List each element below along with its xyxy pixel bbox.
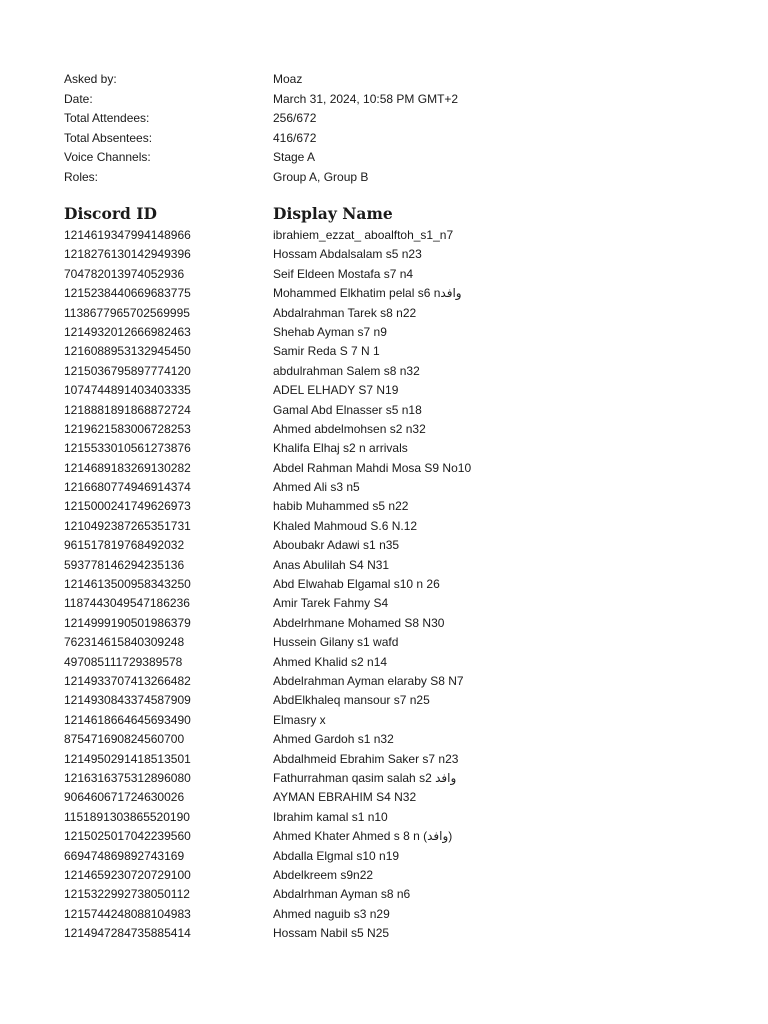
discord-id-cell: 1214689183269130282 bbox=[64, 460, 191, 475]
total-attendees-label: Total Attendees: bbox=[64, 111, 150, 125]
table-row bbox=[64, 614, 704, 633]
display-name-cell: Abdelrhmane Mohamed S8 N30 bbox=[273, 615, 445, 630]
table-row bbox=[64, 730, 704, 749]
discord-id-cell: 1214947284735885414 bbox=[64, 926, 191, 941]
table-row bbox=[64, 769, 704, 788]
display-name-cell: Abdalhmeid Ebrahim Saker s7 n23 bbox=[273, 751, 459, 766]
display-name-cell: Fathurrahman qasim salah s2 وافد bbox=[273, 770, 457, 785]
date-row bbox=[64, 90, 704, 110]
table-row bbox=[64, 459, 704, 478]
display-name-cell: Mohammed Elkhatim pelal s6 nوافد bbox=[273, 286, 462, 301]
display-name-cell: Abdelrahman Ayman elaraby S8 N7 bbox=[273, 673, 464, 688]
table-row bbox=[64, 381, 704, 400]
date-label: Date: bbox=[64, 91, 93, 106]
discord-id-cell: 1216316375312896080 bbox=[64, 770, 191, 785]
asked-by-label: Asked by: bbox=[64, 72, 117, 86]
discord-id-cell: 1218276130142949396 bbox=[64, 247, 191, 262]
voice-channels-row bbox=[64, 148, 704, 168]
display-name-cell: Seif Eldeen Mostafa s7 n4 bbox=[273, 266, 414, 281]
display-name-cell: Elmasry x bbox=[273, 712, 326, 727]
display-name-cell: Abdalla Elgmal s10 n19 bbox=[273, 848, 400, 863]
display-name-cell: Anas Abulilah S4 N31 bbox=[273, 557, 390, 572]
report-metadata bbox=[64, 70, 704, 187]
discord-id-cell: 1214659230720729100 bbox=[64, 867, 191, 882]
display-name-cell: Abd Elwahab Elgamal s10 n 26 bbox=[273, 577, 440, 592]
discord-id-cell: 704782013974052936 bbox=[64, 266, 185, 281]
asked-by-row bbox=[64, 70, 704, 90]
table-row bbox=[64, 497, 704, 516]
table-row bbox=[64, 342, 704, 361]
discord-id-cell: 1215000241749626973 bbox=[64, 499, 191, 514]
display-name-cell: Ahmed Khater Ahmed s 8 n (وافد) bbox=[273, 829, 453, 844]
total-absentees-row bbox=[64, 129, 704, 149]
table-row bbox=[64, 401, 704, 420]
table-row bbox=[64, 265, 704, 284]
voice-channels-value: Stage A bbox=[273, 150, 316, 164]
table-row bbox=[64, 691, 704, 710]
discord-id-cell: 1214613500958343250 bbox=[64, 577, 191, 592]
discord-id-cell: 961517819768492032 bbox=[64, 538, 185, 553]
display-name-cell: Samir Reda S 7 N 1 bbox=[273, 344, 380, 359]
discord-id-cell: 1218881891868872724 bbox=[64, 402, 191, 417]
display-name-cell: Gamal Abd Elnasser s5 n18 bbox=[273, 402, 422, 417]
total-attendees-value: 256/672 bbox=[273, 111, 317, 125]
discord-id-cell: 1216680774946914374 bbox=[64, 480, 191, 495]
display-name-cell: Ahmed naguib s3 n29 bbox=[273, 906, 390, 921]
discord-id-cell: 1215238440669683775 bbox=[64, 286, 191, 301]
discord-id-cell: 1216088953132945450 bbox=[64, 344, 191, 359]
display-name-cell: Abdalrhman Ayman s8 n6 bbox=[273, 887, 411, 902]
table-row bbox=[64, 924, 704, 943]
display-name-cell: Aboubakr Adawi s1 n35 bbox=[273, 538, 400, 553]
display-name-cell: Shehab Ayman s7 n9 bbox=[273, 324, 387, 339]
table-row bbox=[64, 885, 704, 904]
discord-id-header: Discord ID bbox=[64, 204, 157, 223]
discord-id-cell: 1074744891403403335 bbox=[64, 383, 191, 398]
discord-id-cell: 1151891303865520190 bbox=[64, 809, 190, 824]
table-row bbox=[64, 517, 704, 536]
table-row bbox=[64, 439, 704, 458]
display-name-cell: Khaled Mahmoud S.6 N.12 bbox=[273, 518, 418, 533]
discord-id-cell: 1219621583006728253 bbox=[64, 421, 191, 436]
display-name-cell: Abdalrahman Tarek s8 n22 bbox=[273, 305, 417, 320]
discord-id-cell: 1215744248088104983 bbox=[64, 906, 191, 921]
display-name-cell: AbdElkhaleq mansour s7 n25 bbox=[273, 693, 430, 708]
discord-id-cell: 1215036795897774120 bbox=[64, 363, 191, 378]
table-row bbox=[64, 226, 704, 245]
table-header bbox=[64, 202, 704, 226]
table-row bbox=[64, 750, 704, 769]
discord-id-cell: 1214930843374587909 bbox=[64, 693, 191, 708]
display-name-cell: abdulrahman Salem s8 n32 bbox=[273, 363, 420, 378]
discord-id-cell: 1214950291418513501 bbox=[64, 751, 191, 766]
roles-label: Roles: bbox=[64, 169, 99, 184]
roles-row bbox=[64, 168, 704, 188]
display-name-cell: habib Muhammed s5 n22 bbox=[273, 499, 409, 514]
discord-id-cell: 1215322992738050112 bbox=[64, 887, 190, 902]
table-body bbox=[64, 226, 704, 943]
display-name-cell: Hossam Abdalsalam s5 n23 bbox=[273, 247, 422, 262]
discord-id-cell: 1214932012666982463 bbox=[64, 324, 191, 339]
total-attendees-row bbox=[64, 109, 704, 129]
roles-value: Group A, Group B bbox=[273, 169, 369, 184]
table-row bbox=[64, 847, 704, 866]
voice-channels-label: Voice Channels: bbox=[64, 150, 151, 164]
table-row bbox=[64, 905, 704, 924]
table-row bbox=[64, 304, 704, 323]
discord-id-cell: 1214933707413266482 bbox=[64, 673, 191, 688]
table-row bbox=[64, 808, 704, 827]
table-row bbox=[64, 245, 704, 264]
discord-id-cell: 593778146294235136 bbox=[64, 557, 185, 572]
total-absentees-label: Total Absentees: bbox=[64, 130, 153, 145]
discord-id-cell: 1187443049547186236 bbox=[64, 596, 190, 611]
asked-by-value: Moaz bbox=[273, 72, 303, 86]
discord-id-cell: 762314615840309248 bbox=[64, 635, 185, 650]
table-row bbox=[64, 672, 704, 691]
display-name-cell: Ahmed Ali s3 n5 bbox=[273, 480, 360, 495]
attendees-table bbox=[64, 202, 704, 943]
display-name-cell: Ibrahim kamal s1 n10 bbox=[273, 809, 388, 824]
discord-id-cell: 1138677965702569995 bbox=[64, 305, 190, 320]
table-row bbox=[64, 633, 704, 652]
discord-id-cell: 875471690824560700 bbox=[64, 732, 185, 747]
display-name-cell: AYMAN EBRAHIM S4 N32 bbox=[273, 790, 417, 805]
table-row bbox=[64, 711, 704, 730]
table-row bbox=[64, 827, 704, 846]
display-name-cell: Ahmed Gardoh s1 n32 bbox=[273, 732, 394, 747]
table-row bbox=[64, 420, 704, 439]
table-row bbox=[64, 536, 704, 555]
display-name-cell: Amir Tarek Fahmy S4 bbox=[273, 596, 389, 611]
table-row bbox=[64, 284, 704, 303]
discord-id-cell: 1215533010561273876 bbox=[64, 441, 191, 456]
display-name-cell: Abdelkreem s9n22 bbox=[273, 867, 374, 882]
display-name-header: Display Name bbox=[273, 204, 393, 223]
discord-id-cell: 1214618664645693490 bbox=[64, 712, 191, 727]
display-name-cell: Ahmed abdelmohsen s2 n32 bbox=[273, 421, 426, 436]
discord-id-cell: 1215025017042239560 bbox=[64, 829, 191, 844]
display-name-cell: ADEL ELHADY S7 N19 bbox=[273, 383, 399, 398]
discord-id-cell: 1214999190501986379 bbox=[64, 615, 191, 630]
display-name-cell: Abdel Rahman Mahdi Mosa S9 No10 bbox=[273, 460, 472, 475]
table-row bbox=[64, 594, 704, 613]
display-name-cell: Khalifa Elhaj s2 n arrivals bbox=[273, 441, 408, 456]
table-row bbox=[64, 788, 704, 807]
discord-id-cell: 669474869892743169 bbox=[64, 848, 185, 863]
table-row bbox=[64, 653, 704, 672]
table-row bbox=[64, 323, 704, 342]
display-name-cell: Hussein Gilany s1 wafd bbox=[273, 635, 399, 650]
table-row bbox=[64, 866, 704, 885]
discord-id-cell: 1210492387265351731 bbox=[64, 518, 191, 533]
display-name-cell: ibrahiem_ezzat_ aboalftoh_s1_n7 bbox=[273, 228, 454, 242]
table-row bbox=[64, 556, 704, 575]
discord-id-cell: 906460671724630026 bbox=[64, 790, 185, 805]
discord-id-cell: 1214619347994148966 bbox=[64, 228, 191, 242]
discord-id-cell: 497085111729389578 bbox=[64, 654, 183, 669]
display-name-cell: Ahmed Khalid s2 n14 bbox=[273, 654, 388, 669]
table-row bbox=[64, 575, 704, 594]
table-row bbox=[64, 362, 704, 381]
display-name-cell: Hossam Nabil s5 N25 bbox=[273, 926, 390, 941]
total-absentees-value: 416/672 bbox=[273, 130, 317, 145]
date-value: March 31, 2024, 10:58 PM GMT+2 bbox=[273, 91, 459, 106]
table-row bbox=[64, 478, 704, 497]
